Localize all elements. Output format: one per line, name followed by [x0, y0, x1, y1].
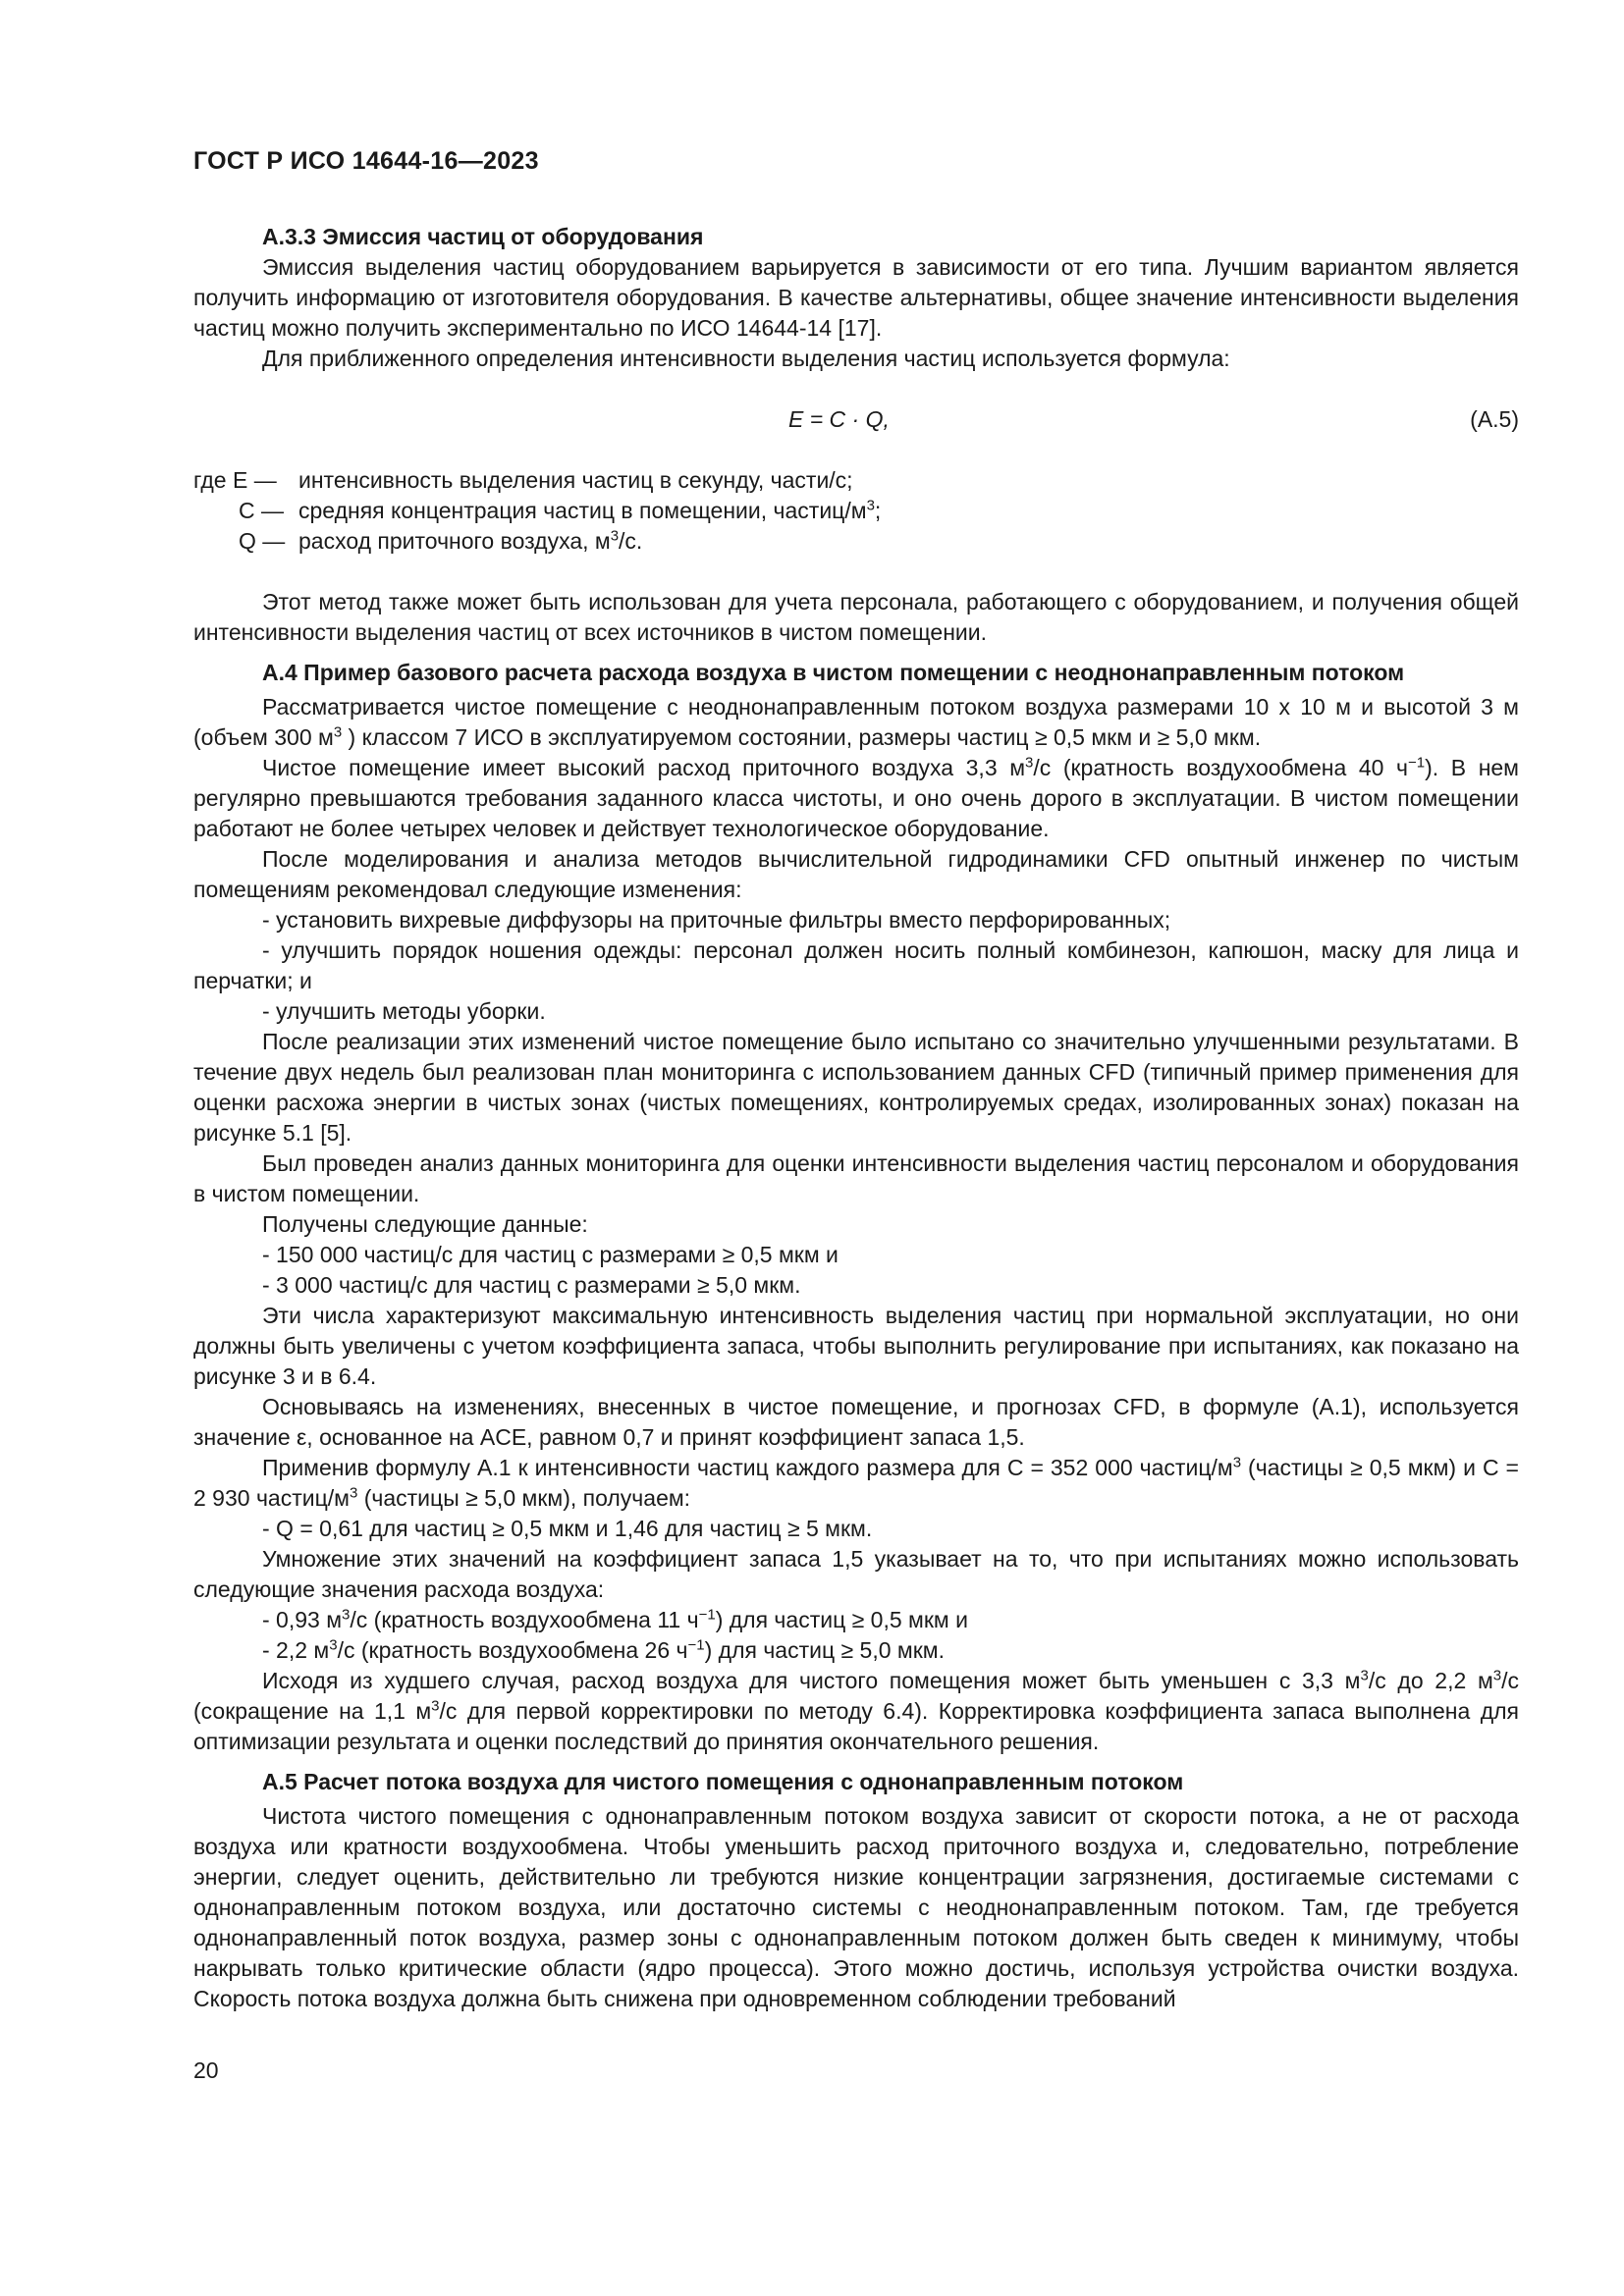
legend-text	[298, 526, 642, 557]
content	[193, 222, 1519, 2014]
section-a33-paragraph-3: Этот метод также может быть использован для учета персонала, работающего с оборудованием, и получения общей интенсивности выделения частиц от всех источников в чистом помещении.	[193, 589, 1519, 645]
text-run: (частицы ≥ 5,0 мкм), получаем:	[357, 1485, 691, 1511]
legend-text-tail: /с.	[619, 528, 643, 554]
section-a4-paragraph-11	[193, 1666, 1519, 1757]
superscript: 3	[349, 1484, 358, 1502]
superscript: 3	[329, 1636, 338, 1654]
legend-row-q	[193, 526, 1519, 557]
text-run: Применив формулу А.1 к интенсивности частиц каждого размера для C = 352 000 частиц/м	[262, 1455, 1233, 1480]
section-a4-paragraph-9	[193, 1453, 1519, 1514]
legend-row-e	[193, 465, 1519, 496]
list-item: - улучшить методы уборки.	[262, 998, 546, 1024]
text-run: Исходя из худшего случая, расход воздуха для чистого помещения может быть уменьшен с 3,3 м	[262, 1668, 1361, 1693]
list-item-text: - улучшить порядок ношения одежды: персонал должен носить полный комбинезон, капюшон, маску для лица и перчатки; и	[193, 937, 1519, 993]
page-number: 20	[193, 2057, 219, 2083]
text-run: ) для частиц ≥ 0,5 мкм и	[715, 1607, 968, 1632]
section-a4-paragraph-4: После реализации этих изменений чистое помещение было испытано со значительно улучшенными результатами. В течение двух недель был реализован план мониторинга с использованием данных CFD (типичный пример применения для оценки расхожа энергии в чистых зонах (чистых помещениях, контролируемых средах, изолированных зонах) показан на рисунке 5.1 [5].	[193, 1029, 1519, 1146]
superscript: 3	[1025, 754, 1034, 772]
spacer	[193, 557, 1519, 587]
section-a4-title: А.4 Пример базового расчета расхода воздуха в чистом помещении с неоднонаправленным потоком	[262, 660, 1405, 685]
section-a4-paragraph-10: Умножение этих значений на коэффициент запаса 1,5 указывает на то, что при испытаниях можно использовать следующие значения расхода воздуха:	[193, 1546, 1519, 1602]
superscript: 3	[610, 527, 620, 545]
text-run: ) классом 7 ИСО в эксплуатируемом состоянии, размеры частиц ≥ 0,5 мкм и ≥ 5,0 мкм.	[342, 724, 1262, 750]
formula-number: (А.5)	[1470, 406, 1519, 432]
text-run: Чистое помещение имеет высокий расход приточного воздуха 3,3 м	[262, 755, 1026, 780]
superscript: −1	[1408, 754, 1426, 772]
superscript: 3	[1232, 1454, 1242, 1471]
list-item: - Q = 0,61 для частиц ≥ 0,5 мкм и 1,46 для частиц ≥ 5 мкм.	[262, 1516, 873, 1541]
legend-label: где E —	[193, 467, 277, 493]
text-run: ). В нем регулярно превышаются требования заданного класса чистоты, и оно очень дорого в эксплуатации. В чистом помещении работают не более четырех человек и действует технологическое оборудование.	[193, 755, 1519, 841]
superscript: −1	[698, 1606, 716, 1624]
list-item	[193, 1635, 1519, 1666]
section-a5-paragraph-1: Чистота чистого помещения с однонаправленным потоком воздуха зависит от скорости потока, а не от расхода воздуха или кратности воздухообмена. Чтобы уменьшить расход приточного воздуха и, следовательно, потребление энергии, следует оценить, действительно ли требуются низкие концентрации загрязнения, достигаемые системами с однонаправленным потоком воздуха, или достаточно системы с неоднонаправленным потоком. Там, где требуется однонаправленный поток воздуха, размер зоны с однонаправленным потоком должен быть сведен к минимуму, чтобы накрывать только критические области (ядро процесса). Этого можно достичь, используя устройства очистки воздуха. Скорость потока воздуха должна быть снижена при одновременном соблюдении требований	[193, 1803, 1519, 2011]
legend-text: интенсивность выделения частиц в секунду, части/с;	[298, 467, 853, 493]
text-run: /с (кратность воздухообмена 40 ч	[1033, 755, 1409, 780]
formula-expression: E = C · Q,	[788, 406, 890, 432]
legend-text	[298, 496, 881, 526]
superscript: 3	[1492, 1667, 1502, 1684]
list-item: - установить вихревые диффузоры на приточные фильтры вместо перфорированных;	[262, 907, 1171, 933]
list-item	[193, 1605, 1519, 1635]
section-a4-paragraph-5: Был проведен анализ данных мониторинга для оценки интенсивности выделения частиц персоналом и оборудования в чистом помещении.	[193, 1150, 1519, 1206]
list-item: - 150 000 частиц/с для частиц с размерами ≥ 0,5 мкм и	[262, 1242, 839, 1267]
section-a5-title: А.5 Расчет потока воздуха для чистого помещения с однонаправленным потоком	[262, 1769, 1184, 1794]
text-run: /с (сокращение на 1,1 м	[193, 1668, 1519, 1724]
document-header: ГОСТ Р ИСО 14644-16—2023	[193, 147, 539, 175]
section-a4-paragraph-1	[193, 692, 1519, 753]
superscript: −1	[687, 1636, 705, 1654]
section-a33-paragraph-1: Эмиссия выделения частиц оборудованием варьируется в зависимости от его типа. Лучшим вариантом является получить информацию от изготовителя оборудования. В качестве альтернативы, общее значение интенсивности выделения частиц можно получить экспериментально по ИСО 14644-14 [17].	[193, 254, 1519, 341]
text-run: ) для частиц ≥ 5,0 мкм.	[704, 1637, 946, 1663]
section-a4-paragraph-2	[193, 753, 1519, 844]
section-a33-paragraph-2: Для приближенного определения интенсивности выделения частиц используется формула:	[262, 346, 1230, 371]
section-a33-title: А.3.3 Эмиссия частиц от оборудования	[262, 224, 704, 249]
text-run: /с для первой корректировки по методу 6.4). Корректировка коэффициента запаса выполнена для оптимизации результата и оценки последствий до принятия окончательного решения.	[193, 1698, 1519, 1754]
section-a4-paragraph-6: Получены следующие данные:	[262, 1211, 588, 1237]
superscript: 3	[431, 1697, 440, 1715]
list-item	[193, 935, 1519, 996]
section-a4-paragraph-3: После моделирования и анализа методов вычислительной гидродинамики CFD опытный инженер по чистым помещениям рекомендовал следующие изменения:	[193, 846, 1519, 902]
formula-legend	[193, 465, 1519, 557]
legend-row-c	[193, 496, 1519, 526]
formula-a5	[193, 404, 1519, 435]
text-run: /с до 2,2 м	[1368, 1668, 1493, 1693]
legend-label: Q —	[239, 528, 286, 554]
legend-text-main: средняя концентрация частиц в помещении, частиц/м	[298, 498, 867, 523]
legend-text-tail: ;	[874, 498, 882, 523]
legend-label: C —	[239, 498, 284, 523]
text-run: /с (кратность воздухообмена 11 ч	[350, 1607, 699, 1632]
superscript: 3	[866, 497, 875, 514]
text-run: /с (кратность воздухообмена 26 ч	[337, 1637, 688, 1663]
section-a4-paragraph-8: Основываясь на изменениях, внесенных в чистое помещение, и прогнозах CFD, в формуле (А.1), используется значение ε, основанное на ACE, равном 0,7 и принят коэффициент запаса 1,5.	[193, 1394, 1519, 1450]
superscript: 3	[1360, 1667, 1369, 1684]
list-item: - 3 000 частиц/с для частиц с размерами ≥ 5,0 мкм.	[262, 1272, 801, 1298]
legend-text-main: расход приточного воздуха, м	[298, 528, 611, 554]
text-run: - 0,93 м	[262, 1607, 343, 1632]
text-run: (частицы ≥ 0,5 мкм) и C = 2 930 частиц/м	[193, 1455, 1519, 1511]
text-run: Рассматривается чистое помещение с неоднонаправленным потоком воздуха размерами 10 x 10 м и высотой 3 м (объем 300 м	[193, 694, 1519, 750]
section-a4-paragraph-7: Эти числа характеризуют максимальную интенсивность выделения частиц при нормальной эксплуатации, но они должны быть увеличены с учетом коэффициента запаса, чтобы выполнить регулирование при испытаниях, как показано на рисунке 3 и в 6.4.	[193, 1303, 1519, 1389]
superscript: 3	[333, 723, 343, 741]
text-run: - 2,2 м	[262, 1637, 330, 1663]
superscript: 3	[342, 1606, 351, 1624]
